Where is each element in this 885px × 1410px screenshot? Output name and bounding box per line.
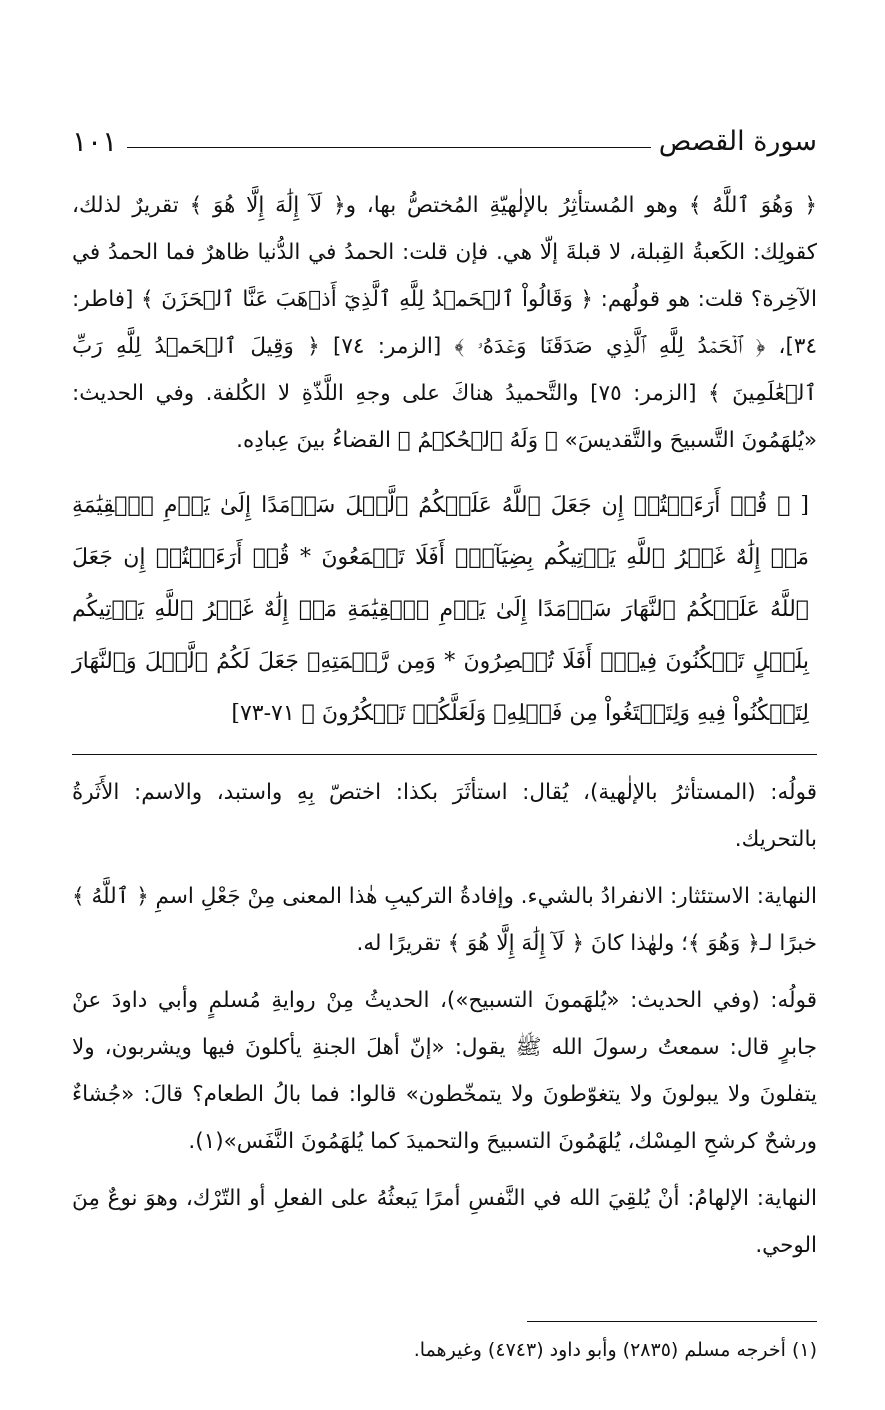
footnote-divider [527, 1321, 817, 1322]
header-rule [127, 147, 651, 148]
commentary-note-1: قولُه: (المستأثرُ بالإلٰهية)، يُقال: استأثَرَ بكذا: اختصّ بِهِ واستبد، والاسم: الأَثَرةُ بالتحريك. [72, 780, 817, 852]
commentary-note-2: النهاية: الاستئثار: الانفرادُ بالشيء. وإفادةُ التركيبِ هٰذا المعنى مِنْ جَعْلِ اسمِ ﴿ ٱللَّهُ ﴾ خبرًا لـ﴿ وَهُوَ ﴾؛ ولهٰذا كانَ ﴿ لَآ إِلَٰهَ إِلَّا هُوَ ﴾ تقريرًا له. [72, 884, 817, 956]
page-number: ١٠١ [72, 125, 118, 158]
section-divider [72, 754, 817, 755]
footnote: (١) أخرجه مسلم (٢٨٣٥) وأبو داود (٤٧٤٣) وغيرهما. [413, 1339, 817, 1361]
page-header [72, 120, 817, 160]
tafsir-paragraph: ﴿ وَهُوَ ٱللَّهُ ﴾ وهو المُستأثِرُ بالإلٰهيّةِ المُختصُّ بها، و﴿ لَآ إِلَٰهَ إِلَّا هُوَ ﴾ تقريرٌ لذلك، كقولِك: الكَعبةُ القِبلة، لا قبلةَ إلّا هي. فإن قلت: الحمدُ في الدُّنيا ظاهرٌ فما الحمدُ في الآخِرة؟ قلت: هو قولُهم: ﴿ وَقَالُواْ ٱلۡحَمۡدُ لِلَّهِ ٱلَّذِيٓ أَذۡهَبَ عَنَّا ٱلۡحَزَنَ ﴾ [فاطر: ٣٤]، ﴿ ٱلۡحَمۡدُ لِلَّهِ ٱلَّذِي صَدَقَنَا وَعۡدَهُۥ ﴾ [الزمر: ٧٤] ﴿ وَقِيلَ ٱلۡحَمۡدُ لِلَّهِ رَبِّ ٱلۡعَٰلَمِينَ ﴾ [الزمر: ٧٥] والتَّحميدُ هناكَ على وجهِ اللَّذّةِ لا الكُلفة. وفي الحديث: «يُلهَمُونَ التَّسبيحَ والتَّقديسَ» ﴿ وَلَهُ ٱلۡحُكۡمُ ﴾ القضاءُ بينَ عِبادِه. [72, 193, 817, 453]
quran-verses-block: [ ﴿ قُلۡ أَرَءَيۡتُمۡ إِن جَعَلَ ٱللَّهُ عَلَيۡكُمُ ٱلَّيۡلَ سَرۡمَدًا إِلَىٰ يَوۡمِ ٱلۡقِيَٰمَةِ مَنۡ إِلَٰهٌ غَيۡرُ ٱللَّهِ يَأۡتِيكُم بِضِيَآءٍۚ أَفَلَا تَسۡمَعُونَ * قُلۡ أَرَءَيۡتُمۡ إِن جَعَلَ ٱللَّهُ عَلَيۡكُمُ ٱلنَّهَارَ سَرۡمَدًا إِلَىٰ يَوۡمِ ٱلۡقِيَٰمَةِ مَنۡ إِلَٰهٌ غَيۡرُ ٱللَّهِ يَأۡتِيكُم بِلَيۡلٍ تَسۡكُنُونَ فِيهِۚ أَفَلَا تُبۡصِرُونَ * وَمِن رَّحۡمَتِهِۦ جَعَلَ لَكُمُ ٱلَّيۡلَ وَٱلنَّهَارَ لِتَسۡكُنُواْ فِيهِ وَلِتَبۡتَغُواْ مِن فَضۡلِهِۦ وَلَعَلَّكُمۡ تَشۡكُرُونَ ﴾ ٧١-٧٣] [72, 493, 809, 726]
commentary-note-4: النهاية: الإلهامُ: أنْ يُلقِيَ الله في النَّفسِ أمرًا يَبعثُهُ على الفعلِ أو التّرْك، وهوَ نوعٌ مِنَ الوحي. [72, 1186, 817, 1258]
surah-title: سورة القصص [658, 126, 817, 157]
commentary-note-3: قولُه: (وفي الحديث: «يُلهَمونَ التسبيح»)، الحديثُ مِنْ روايةِ مُسلمٍ وأبي داودَ عنْ جابرٍ قال: سمعتُ رسولَ الله ﷺ يقول: «إنّ أهلَ الجنةِ يأكلونَ فيها ويشربون، ولا يتفلونَ ولا يبولونَ ولا يتغوّطونَ ولا يتمخّطون» قالوا: فما بالُ الطعام؟ قالَ: «جُشاءٌ ورشحٌ كرشحِ المِسْك، يُلهَمُونَ التسبيحَ والتحميدَ كما يُلهَمُونَ النَّفَس»(١). [72, 988, 817, 1154]
